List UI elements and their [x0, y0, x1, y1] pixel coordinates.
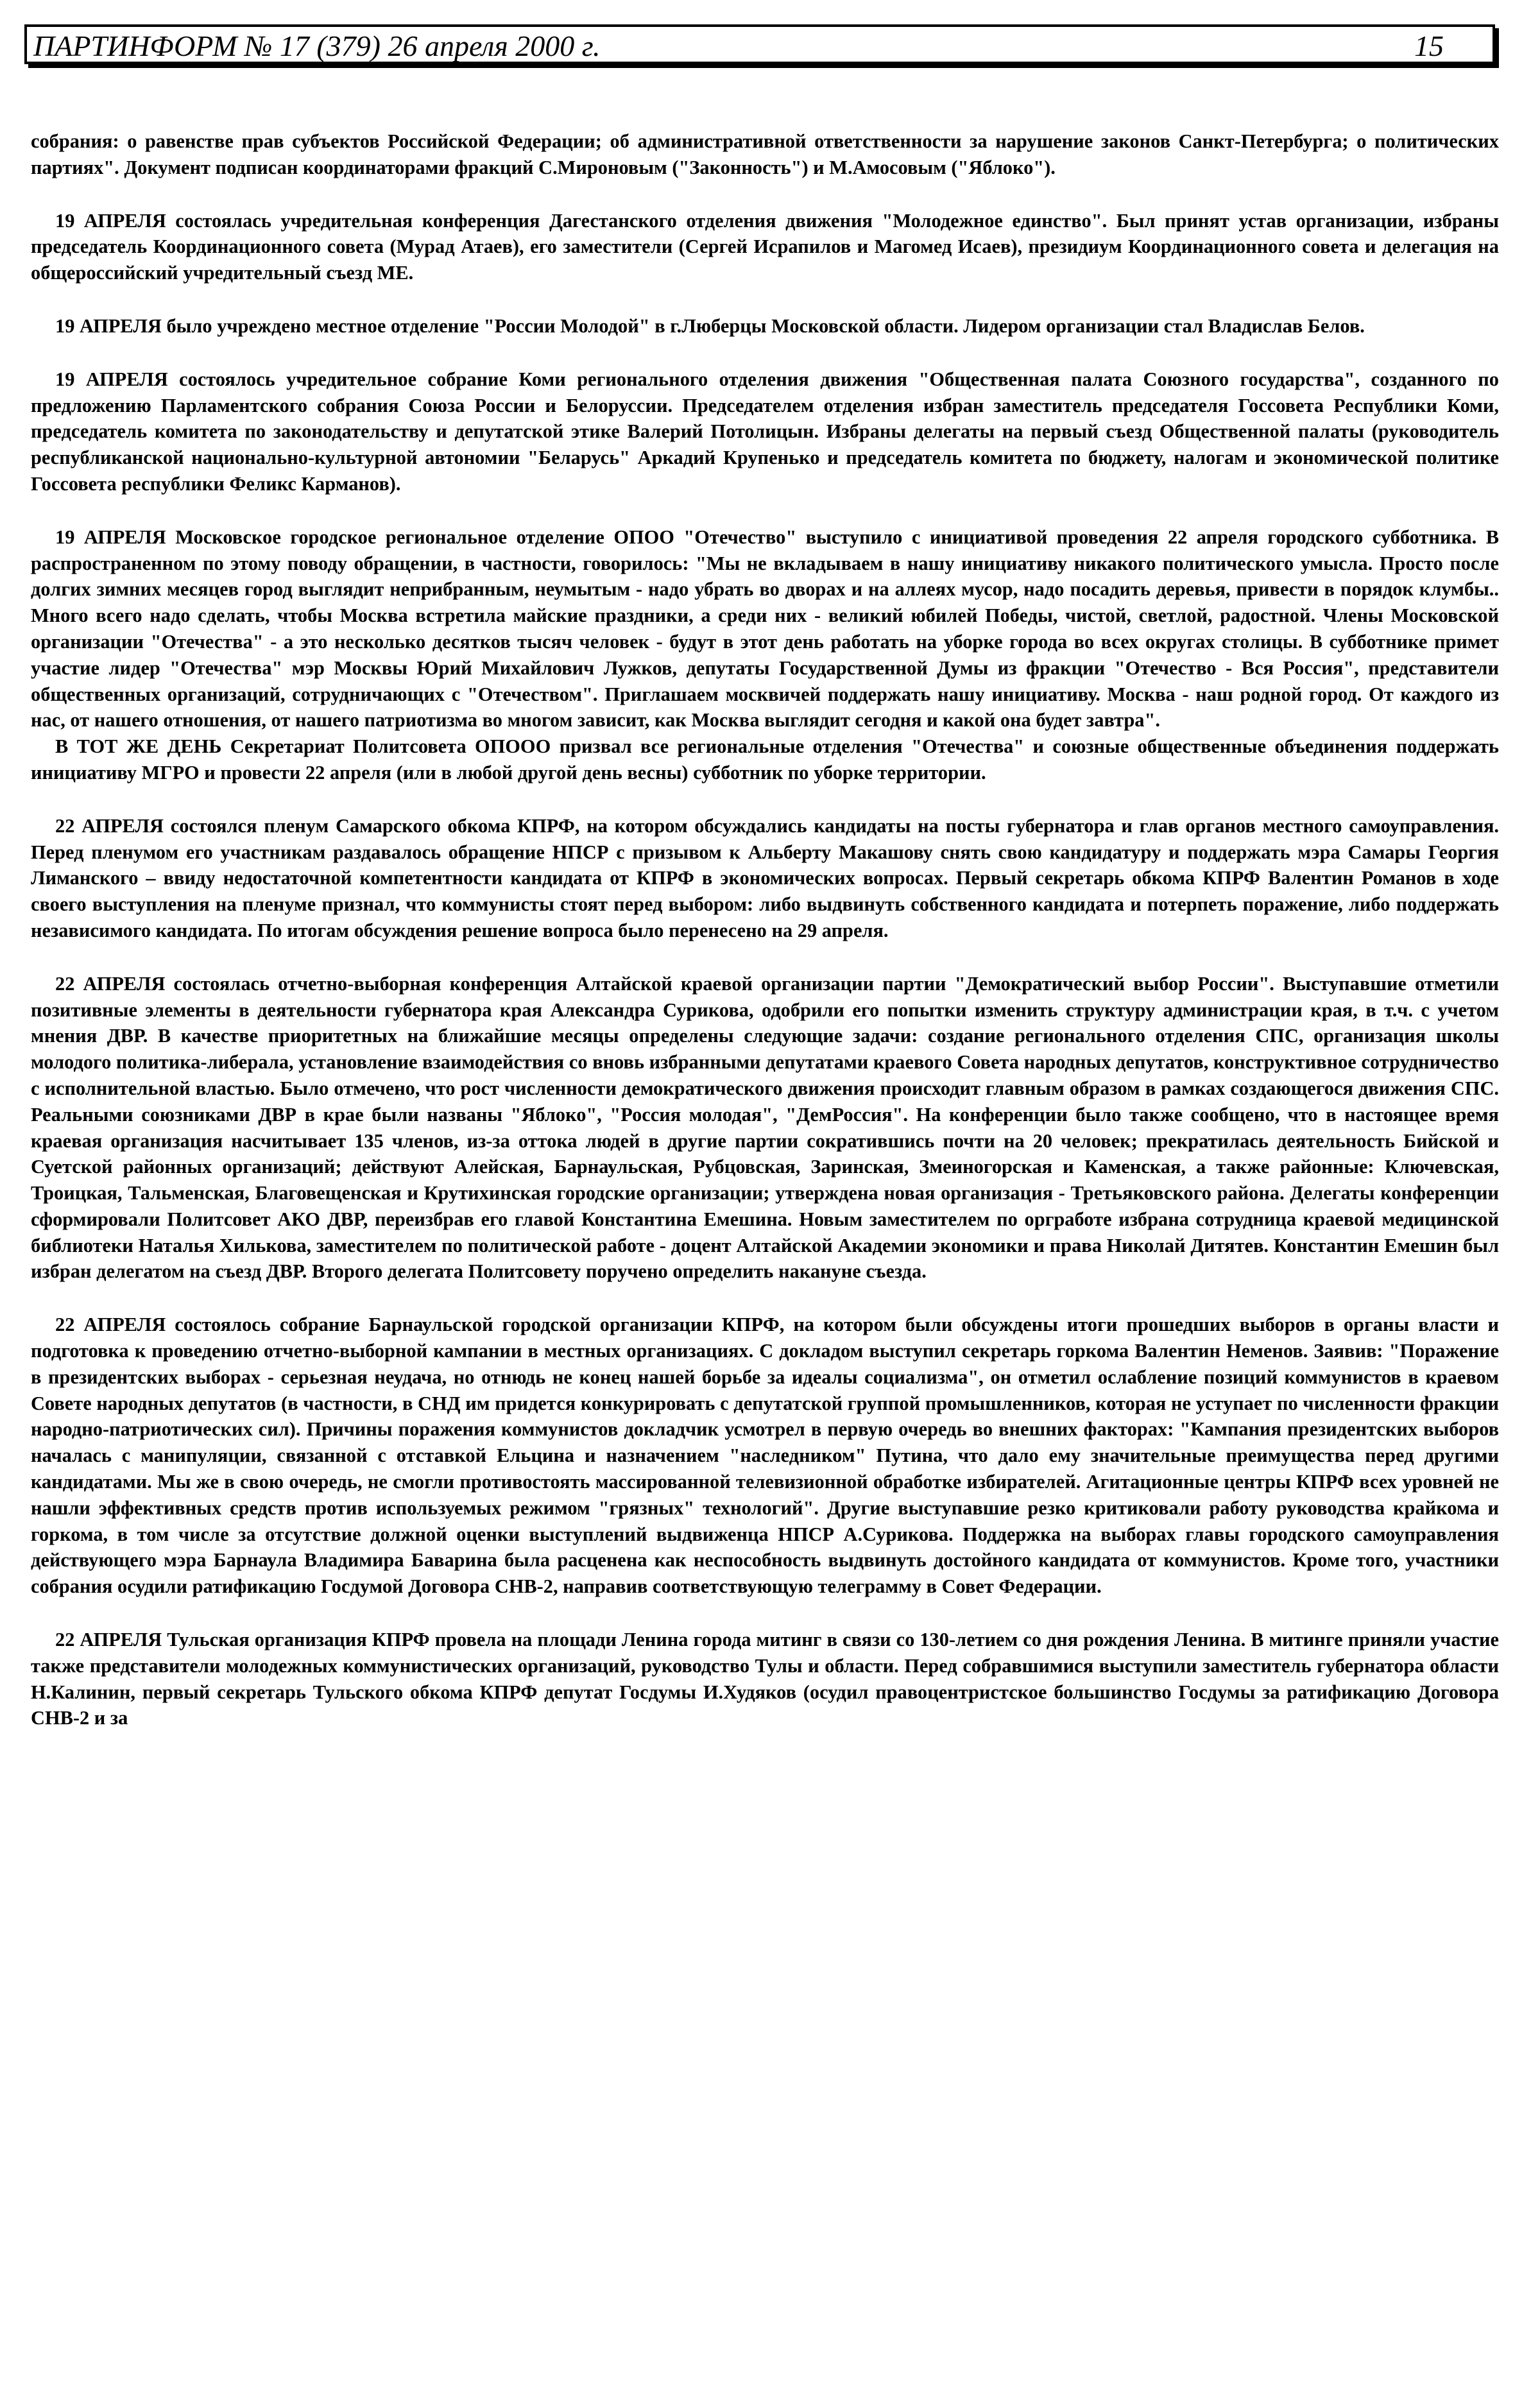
paragraph-tula-rally: 22 АПРЕЛЯ Тульская организация КПРФ провела на площади Ленина города митинг в связи со 130-летием со дня рождения Ленина. В митинге приняли участие также представители молодежных коммунистических организаций, руководство Тулы и области. Перед собравшимися выступили заместитель губернатора области Н.Калинин, первый секретарь Тульского обкома КПРФ депутат Госдумы И.Худяков (осудил правоцентристское большинство Госдумы за ратификацию Договора СНВ-2 и за	[31, 1629, 1499, 1729]
paragraph-komi-assembly: 19 АПРЕЛЯ состоялось учредительное собрание Коми регионального отделения движения "Общественная палата Союзного государства", созданного по предложению Парламентского собрания Союза России и Белоруссии. Председателем отделения избран заместитель председателя Госсовета Республики Коми, председатель комитета по законодательству и депутатской этике Валерий Потолицын. Избраны делегаты на первый съезд Общественной палаты (руководитель республиканской национально-культурной автономии "Беларусь" Аркадий Крупенько и председатель комитета по бюджету, налогам и экономической политике Госсовета республики Феликс Карманов).	[31, 368, 1499, 495]
article-body	[31, 128, 1499, 1758]
page-number: 15	[1414, 30, 1444, 62]
paragraph-barnaul-meeting: 22 АПРЕЛЯ состоялось собрание Барнаульской городской организации КПРФ, на котором были обсуждены итоги прошедших выборов в органы власти и подготовка к проведению отчетно-выборной кампании в местных организациях. С докладом выступил секретарь горкома Валентин Неменов. Заявив: "Поражение в президентских выборах - серьезная неудача, но отнюдь не конец нашей борьбе за идеалы социализма", он отметил ослабление позиций коммунистов в краевом Совете народных депутатов (в частности, в СНД им придется конкурировать с депутатской группой промышленников, которая не уступает по численности фракции народно-патриотических сил). Причины поражения коммунистов докладчик усмотрел в первую очередь во внешних факторах: "Кампания президентских выборов началась с манипуляции, связанной с отставкой Ельцина и назначением "наследником" Путина, что дало ему значительные преимущества перед другими кандидатами. Мы же в свою очередь, не смогли противостоять массированной телевизионной обработке избирателей. Агитационные центры КПРФ всех уровней не нашли эффективных средств против используемых режимом "грязных" технологий". Другие выступавшие резко критиковали работу руководства крайкома и горкома, в том числе за отсутствие должной оценки выступлений выдвиженца НПСР А.Сурикова. Поддержка на выборах главы городского самоуправления действующего мэра Барнаула Владимира Баварина была расценена как неспособность выдвинуть достойного кандидата от коммунистов. Кроме того, участники собрания осудили ратификацию Госдумой Договора СНВ-2, направив соответствующую телеграмму в Совет Федерации.	[31, 1314, 1499, 1598]
page-header	[24, 24, 1495, 64]
paragraph-moscow-subbotnik: 19 АПРЕЛЯ Московское городское региональное отделение ОПОО "Отечество" выступило с инициативой проведения 22 апреля городского субботника. В распространенном по этому поводу обращении, в частности, говорилось: "Мы не вкладываем в нашу инициативу никакого политического умысла. Просто после долгих зимних месяцев город выглядит неприбранным, неумытым - надо убрать во дворах и на аллеях мусор, надо посадить деревья, привести в порядок клумбы.. Много всего надо сделать, чтобы Москва встретила майские праздники, а среди них - великий юбилей Победы, чистой, светлой, радостной. Члены Московской организации "Отечества" - а это несколько десятков тысяч человек - будут в этот день работать на уборке города во всех округах столицы. В субботнике примет участие лидер "Отечества" мэр Москвы Юрий Михайлович Лужков, депутаты Государственной Думы из фракции "Отечество - Вся Россия", представители общественных организаций, сотрудничающих с "Отечеством". Приглашаем москвичей поддержать нашу инициативу. Москва - наш родной город. От каждого из нас, от нашего отношения, от нашего патриотизма во многом зависит, как Москва выглядит сегодня и какой она будет завтра".	[31, 526, 1499, 732]
publication-title: ПАРТИНФОРМ № 17 (379) 26 апреля 2000 г.	[33, 30, 601, 62]
paragraph-politsovet-secretariat: В ТОТ ЖЕ ДЕНЬ Секретариат Политсовета ОПООО призвал все региональные отделения "Отечества" и союзные общественные объединения поддержать инициативу МГРО и провести 22 апреля (или в любой другой день весны) субботник по уборке территории.	[31, 735, 1499, 784]
paragraph-altai-conference: 22 АПРЕЛЯ состоялась отчетно-выборная конференция Алтайской краевой организации партии "Демократический выбор России". Выступавшие отметили позитивные элементы в деятельности губернатора края Александра Сурикова, одобрили его попытки изменить структуру администрации края, в т.ч. с учетом мнения ДВР. В качестве приоритетных на ближайшие месяцы определены следующие задачи: создание регионального отделения СПС, организация школы молодого политика-либерала, установление взаимодействия со вновь избранными депутатами краевого Совета народных депутатов, конструктивное сотрудничество с исполнительной властью. Было отмечено, что рост численности демократического движения происходит главным образом в рамках создающегося движения СПС. Реальными союзниками ДВР в крае были названы "Яблоко", "Россия молодая", "ДемРоссия". На конференции было также сообщено, что в настоящее время краевая организация насчитывает 135 членов, из-за оттока людей в другие партии сократившись почти на 20 человек; прекратилась деятельность Бийской и Суетской районных организаций; действуют Алейская, Барнаульская, Рубцовская, Заринская, Змеиногорская и Каменская, а также районные: Ключевская, Троицкая, Тальменская, Благовещенская и Крутихинская городские организации; утверждена новая организация - Третьяковского района. Делегаты конференции сформировали Политсовет АКО ДВР, переизбрав его главой Константина Емешина. Новым заместителем по оргработе избрана сотрудница краевой медицинской библиотеки Наталья Хилькова, заместителем по политической работе - доцент Алтайской Академии экономики и права Николай Дитятев. Константин Емешин был избран делегатом на съезд ДВР. Второго делегата Политсовету поручено определить накануне съезда.	[31, 972, 1499, 1283]
paragraph-samara-plenum: 22 АПРЕЛЯ состоялся пленум Самарского обкома КПРФ, на котором обсуждались кандидаты на посты губернатора и глав органов местного самоуправления. Перед пленумом его участникам раздавалось обращение НПСР с призывом к Альберту Макашову снять свою кандидатуру и поддержать мэра Самары Георгия Лиманского – ввиду недостаточной компетентности кандидата от КПРФ в экономических вопросах. Первый секретарь обкома КПРФ Валентин Романов в ходе своего выступления на пленуме признал, что коммунисты стоят перед выбором: либо выдвинуть собственного кандидата и потерпеть поражение, либо поддержать независимого кандидата. По итогам обсуждения решение вопроса было перенесено на 29 апреля.	[31, 814, 1499, 941]
paragraph-continuation: собрания: о равенстве прав субъектов Российской Федерации; об административной ответственности за нарушение законов Санкт-Петербурга; о политических партиях". Документ подписан координаторами фракций С.Мироновым ("Законность") и М.Амосовым ("Яблоко").	[31, 130, 1499, 178]
paragraph-dagestan-conference: 19 АПРЕЛЯ состоялась учредительная конференция Дагестанского отделения движения "Молодежное единство". Был принят устав организации, избраны председатель Координационного совета (Мурад Атаев), его заместители (Сергей Исрапилов и Магомед Исаев), президиум Координационного совета и делегация на общероссийский учредительный съезд МЕ.	[31, 209, 1499, 284]
paragraph-lyubertsy-branch: 19 АПРЕЛЯ было учреждено местное отделение "России Молодой" в г.Люберцы Московской области. Лидером организации стал Владислав Белов.	[55, 314, 1365, 337]
